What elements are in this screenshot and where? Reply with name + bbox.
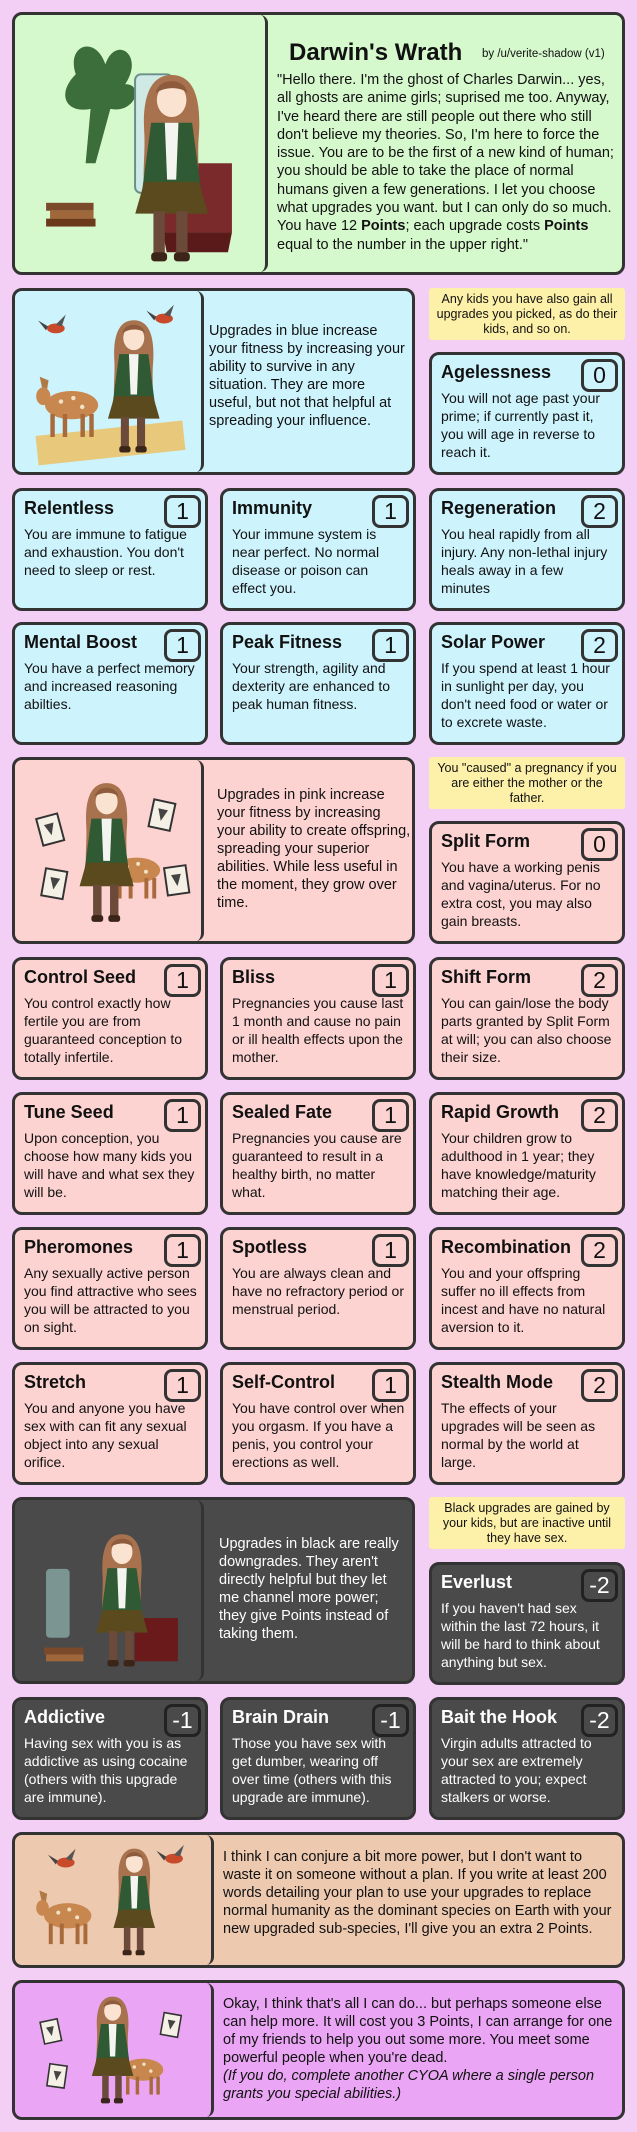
card-title: Everlust (441, 1572, 513, 1592)
header-illustration (15, 15, 268, 272)
cost-badge: 2 (581, 1369, 618, 1402)
ghost-girl-with-frames-illustration (15, 760, 201, 941)
card-description: Virgin adults attracted to your sex are extremely attracted to you; expect stalkers or worse. (441, 1735, 592, 1805)
black-intro-panel (12, 1497, 415, 1684)
blue-note: Any kids you have also gain all upgrades you picked, as do their kids, and so on. (429, 288, 625, 340)
cost-badge: -2 (581, 1704, 618, 1737)
card-title: Immunity (232, 498, 313, 518)
upgrade-card-split-form[interactable] (429, 821, 625, 944)
card-title: Peak Fitness (232, 632, 343, 652)
ghost-girl-reading-illustration (15, 15, 265, 272)
upgrade-card-peak-fitness[interactable] (220, 622, 416, 745)
card-description: Pregnancies you cause are guaranteed to result in a healthy birth, no matter what. (232, 1130, 402, 1200)
ending-main-text: Okay, I think that's all I can do... but perhaps someone else can help more. It will cost you 3 Points, I can arrange for one of my friends to help you out some more. You meet some powerful people when you're dead. (223, 1996, 613, 2066)
blue-intro-text: Upgrades in blue increase your fitness by increasing your ability to survive in any situation. They are more useful, but not that helpful at spreading your influence. (209, 323, 405, 429)
card-description: Your strength, agility and dexterity are enhanced to peak human fitness. (232, 660, 390, 712)
bonus-text: I think I can conjure a bit more power, but I don't want to waste it on someone without a plan. If you write at least 200 words detailing your plan to use your upgrades to replace normal humanity as the dominant species on Earth with your new upgraded sub-species, I'll give you an extra 2 Points. (223, 1849, 612, 1937)
intro-part-2: ; each upgrade costs (405, 218, 545, 235)
card-description: You have a perfect memory and increased reasoning abilties. (24, 660, 195, 712)
cost-badge: 2 (581, 964, 618, 997)
ghost-girl-sitting-illustration (15, 1500, 201, 1681)
upgrade-card-agelessness[interactable] (429, 352, 625, 475)
header-panel (12, 12, 625, 275)
page-title: Darwin's Wrath (289, 39, 463, 66)
card-description: Upon conception, you choose how many kids you will have and what sex they will be. (24, 1130, 195, 1200)
upgrade-card-bliss[interactable] (220, 957, 416, 1080)
downgrade-card-brain-drain[interactable] (220, 1697, 416, 1820)
card-description: Pregnancies you cause last 1 month and cause no pain or ill health effects upon the mother. (232, 995, 404, 1065)
card-title: Control Seed (24, 967, 137, 987)
card-title: Stretch (24, 1372, 87, 1392)
ending-italic-note: (If you do, complete another CYOA where a single person grants you special abilities.) (223, 2068, 595, 2102)
card-description: You control exactly how fertile you are from guaranteed conception to totally infertile. (24, 995, 183, 1065)
pink-note: You "caused" a pregnancy if you are either the mother or the father. (429, 757, 625, 809)
upgrade-card-stealth-mode[interactable] (429, 1362, 625, 1485)
upgrade-card-pheromones[interactable] (12, 1227, 208, 1350)
ending-text (223, 1995, 618, 2103)
card-description: Any sexually active person you find attractive who sees you will be attracted to you on sight. (24, 1265, 197, 1335)
card-description: Your immune system is near perfect. No normal disease or poison can effect you. (232, 526, 380, 596)
pink-intro-panel (12, 757, 415, 944)
cost-badge: -1 (372, 1704, 409, 1737)
blue-intro-panel (12, 288, 415, 475)
card-title: Bliss (232, 967, 276, 987)
cost-badge: -2 (581, 1569, 618, 1602)
cost-badge: 1 (372, 964, 409, 997)
card-description: Those you have sex with get dumber, wearing off over time (others with this upgrade are immune). (232, 1735, 392, 1805)
card-title: Solar Power (441, 632, 546, 652)
card-description: You are immune to fatigue and exhaustion. You don't need to sleep or rest. (24, 526, 187, 578)
card-description: You can gain/lose the body parts granted by Split Form at will; you can also choose their size. (441, 995, 612, 1065)
upgrade-card-sealed-fate[interactable] (220, 1092, 416, 1215)
card-description: You heal rapidly from all injury. Any non-lethal injury heals away in a few minutes (441, 526, 608, 596)
card-title: Split Form (441, 831, 530, 851)
cost-badge: 2 (581, 495, 618, 528)
card-description: If you spend at least 1 hour in sunlight per day, you don't need food or water or to excrete waste. (441, 660, 610, 730)
card-title: Sealed Fate (232, 1102, 333, 1122)
card-description: You are always clean and have no refractory period or menstrual period. (232, 1265, 404, 1317)
upgrade-card-control-seed[interactable] (12, 957, 208, 1080)
ending-panel[interactable] (12, 1980, 625, 2120)
card-title: Stealth Mode (441, 1372, 554, 1392)
ghost-girl-with-deer-illustration (15, 291, 201, 472)
card-title: Pheromones (24, 1237, 134, 1257)
card-title: Rapid Growth (441, 1102, 559, 1122)
card-description: You and anyone you have sex with can fit any sexual object into any sexual orifice. (24, 1400, 187, 1470)
downgrade-card-bait-the-hook[interactable] (429, 1697, 625, 1820)
cost-badge: 1 (164, 1369, 201, 1402)
cost-badge: 1 (164, 1234, 201, 1267)
upgrade-card-solar-power[interactable] (429, 622, 625, 745)
card-title: Addictive (24, 1707, 106, 1727)
upgrade-card-recombination[interactable] (429, 1227, 625, 1350)
ghost-girl-with-frames-small-illustration (15, 1983, 211, 2117)
cost-badge: 1 (164, 1099, 201, 1132)
cost-badge: 1 (372, 1369, 409, 1402)
card-title: Recombination (441, 1237, 572, 1257)
card-title: Mental Boost (24, 632, 138, 652)
card-title: Shift Form (441, 967, 531, 987)
cost-badge: 1 (164, 495, 201, 528)
card-title: Relentless (24, 498, 115, 518)
card-title: Self-Control (232, 1372, 335, 1392)
ending-illustration (15, 1983, 214, 2117)
card-description: Having sex with you is as addictive as using cocaine (others with this upgrade are immune). (24, 1735, 188, 1805)
header-intro (277, 71, 617, 254)
card-description: You have control over when you orgasm. If you have a penis, you control your erections as well. (232, 1400, 405, 1470)
upgrade-card-immunity[interactable] (220, 488, 416, 611)
pink-illustration (15, 760, 204, 941)
intro-points-1: Points (361, 218, 406, 235)
card-title: Tune Seed (24, 1102, 114, 1122)
card-description: If you haven't had sex within the last 72 hours, it will be hard to think about anything but sex. (441, 1600, 600, 1670)
bonus-illustration (15, 1835, 214, 1965)
intro-part-1: "Hello there. I'm the ghost of Charles Darwin... yes, all ghosts are anime girls; suprised me too. Anyway, I've heard there are still people out there who still don't believe my theories. So, I'm here to force the issue. You are to be the first of a new kind of human; you should be able to take the place of normal humans given a few generations. I let you choose what upgrades you want. but I can only do so much. You have 12 (277, 72, 614, 235)
black-note: Black upgrades are gained by your kids, but are inactive until they have sex. (429, 1497, 625, 1549)
blue-illustration (15, 291, 204, 472)
black-intro-text: Upgrades in black are really downgrades. They aren't directly helpful but they let me channel more power; they give Points instead of taking them. (219, 1536, 399, 1642)
cost-badge: 0 (581, 359, 618, 392)
intro-points-2: Points (544, 218, 589, 235)
card-description: You have a working penis and vagina/uterus. For no extra cost, you may also gain breasts. (441, 859, 601, 929)
cost-badge: 0 (581, 828, 618, 861)
cost-badge: -1 (164, 1704, 201, 1737)
pink-intro-text: Upgrades in pink increase your fitness by increasing your ability to create offspring, spreading your superior abilities. While less useful in the moment, they grow over time. (217, 787, 411, 911)
card-title: Regeneration (441, 498, 557, 518)
card-title: Spotless (232, 1237, 308, 1257)
ghost-girl-with-deer-small-illustration (15, 1835, 211, 1965)
black-illustration (15, 1500, 204, 1681)
downgrade-card-everlust[interactable] (429, 1562, 625, 1685)
card-title: Agelessness (441, 362, 552, 382)
author-byline: by /u/verite-shadow (v1) (482, 48, 605, 60)
card-title: Brain Drain (232, 1707, 330, 1727)
cost-badge: 1 (372, 1099, 409, 1132)
card-title: Bait the Hook (441, 1707, 558, 1727)
upgrade-card-stretch[interactable] (12, 1362, 208, 1485)
cost-badge: 2 (581, 629, 618, 662)
card-description: You and your offspring suffer no ill effects from incest and have no natural aversion to it. (441, 1265, 606, 1335)
upgrade-card-regeneration[interactable] (429, 488, 625, 611)
card-description: You will not age past your prime; if currently past it, you will age in reverse to reach it. (441, 390, 601, 460)
downgrade-card-addictive[interactable] (12, 1697, 208, 1820)
bonus-panel[interactable] (12, 1832, 625, 1968)
card-description: Your children grow to adulthood in 1 year; they have knowledge/maturity matching their age. (441, 1130, 596, 1200)
upgrade-card-mental-boost[interactable] (12, 622, 208, 745)
cost-badge: 2 (581, 1099, 618, 1132)
card-description: The effects of your upgrades will be seen as normal by the world at large. (441, 1400, 596, 1470)
upgrade-card-self-control[interactable] (220, 1362, 416, 1485)
cost-badge: 1 (372, 1234, 409, 1267)
upgrade-card-rapid-growth[interactable] (429, 1092, 625, 1215)
cost-badge: 1 (372, 629, 409, 662)
upgrade-card-relentless[interactable] (12, 488, 208, 611)
cost-badge: 1 (164, 964, 201, 997)
upgrade-card-shift-form[interactable] (429, 957, 625, 1080)
upgrade-card-spotless[interactable] (220, 1227, 416, 1350)
cost-badge: 2 (581, 1234, 618, 1267)
upgrade-card-tune-seed[interactable] (12, 1092, 208, 1215)
cost-badge: 1 (164, 629, 201, 662)
cost-badge: 1 (372, 495, 409, 528)
intro-part-3: equal to the number in the upper right." (277, 236, 529, 253)
